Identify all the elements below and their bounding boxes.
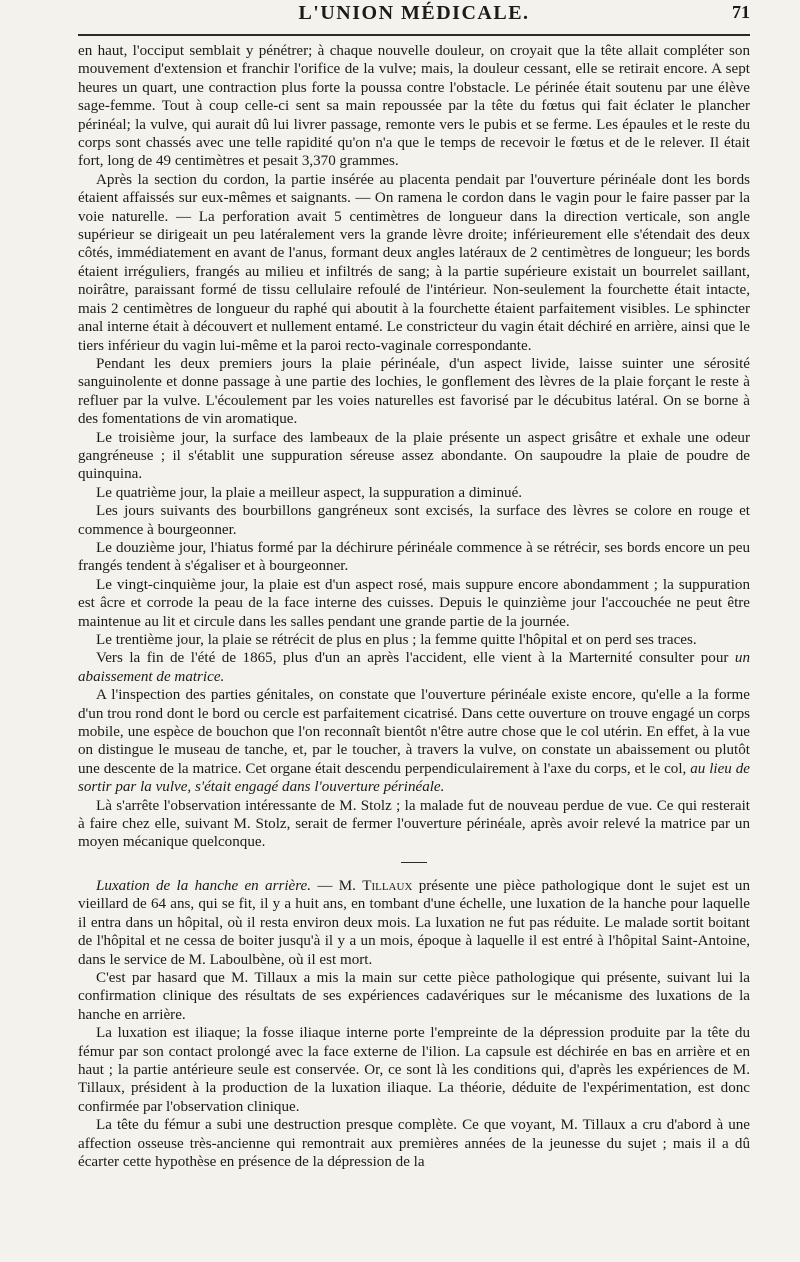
paragraph: Le douzième jour, l'hiatus formé par la déchirure périnéale commence à se rétrécir, ses bords encore un peu frangés tendent à s'égaliser et à bourgeonner. (78, 539, 750, 575)
paragraph: Le trentième jour, la plaie se rétrécit de plus en plus ; la femme quitte l'hôpital et on perd ses traces. (96, 632, 697, 648)
section-title: Luxation de la hanche en arrière. (96, 877, 312, 894)
paragraph: La luxation est iliaque; la fosse iliaque interne porte l'empreinte de la dépression produite par la tête du fémur par son contact prolongé avec la face externe de l'ilion. La capsule est déchirée en bas en arrière et en haut ; la partie antérieure seule est conservée. Or, ce sont là les conditions qui, d'après les expériences de M. Tillaux, président à la production de la luxation iliaque. La théorie, déduite de l'expérimentation, est donc confirmée par l'observation clinique. (78, 1025, 750, 1115)
paragraph: Les jours suivants des bourbillons gangréneux sont excisés, la surface des lèvres se colore en rouge et commence à bourgeonner. (78, 503, 750, 538)
paragraph: Pendant les deux premiers jours la plaie périnéale, d'un aspect livide, laisse suinter une sérosité sanguinolente et donne passage à une partie des lochies, le gonflement des lèvres de la plaie forçant le reste à refluer par la vulve. L'écoulement par les voies naturelles est favorisé par le décubitus latéral. On se borne à des fomentations de vin aromatique. (78, 355, 750, 428)
text-run: Vers la fin de l'été de 1865, plus d'un an après l'accident, elle vient à la Marternité consulter pour (96, 650, 735, 667)
paragraph: Là s'arrête l'observation intéressante de M. Stolz ; la malade fut de nouveau perdue de vue. Ce qui resterait à faire chez elle, suivant M. Stolz, serait de fermer l'ouverture périnéale, après avoir relevé la matrice par un moyen mécanique quelconque. (78, 797, 750, 851)
paragraph: Le quatrième jour, la plaie a meilleur aspect, la suppuration a diminué. (96, 484, 523, 501)
article-body (78, 42, 750, 1171)
paragraph: Le vingt-cinquième jour, la plaie est d'un aspect rosé, mais suppure encore abondamment ; la suppuration est âcre et corrode la peau de la face interne des cuisses. Depuis le quinzième jour l'accouchée ne peut être maintenue au lit et circule dans les salles pendant une grande partie de la journée. (78, 576, 750, 630)
section-divider (401, 862, 427, 863)
paragraph (78, 649, 750, 686)
page-header (78, 0, 750, 30)
paragraph: en haut, l'occiput semblait y pénétrer; à chaque nouvelle douleur, on croyait que la tête allait compléter son mouvement d'extension et franchir l'orifice de la vulve; mais, la douleur cessant, elle se retirait encore. A sept heures un quart, une contraction plus forte la poussa contre l'obstacle. Le périnée était soutenu par une élève sage-femme. Tout à coup celle-ci sent sa main repoussée par la tête du fœtus qui fait éclater le plancher périnéal; la vulve, qui aurait dû lui livrer passage, remonte vers le pubis et se ferme. Les épaules et le reste du corps sont chassés avec une telle rapidité qu'on n'a que le temps de recevoir le fœtus et de le relever. Il était fort, long de 49 centimètres et pesait 3,370 grammes. (78, 43, 750, 170)
text-run: — M. (311, 877, 363, 894)
paragraph (78, 686, 750, 796)
paragraph: C'est par hasard que M. Tillaux a mis la main sur cette pièce pathologique qui présente, suivant lui la confirmation clinique des résultats de ses expériences cadavériques sur le mécanisme des luxations de la hanche en arrière. (78, 969, 750, 1023)
text-run: A l'inspection des parties génitales, on constate que l'ouverture périnéale existe encore, qu'elle a la forme d'un trou rond dont le bord ou cercle est parfaitement cicatrisé. Dans cette ouverture on trouve engagé un corps mobile, une espèce de bouchon que l'on reconnaît bientôt n'être autre chose que le col utérin. En effet, à la vue on distingue le museau de tanche, et, par le toucher, à travers la vulve, on constate un abaissement ou plutôt une descente de la matrice. Cet organe était descendu perpendiculairement à l'axe du corps, et le col, (78, 687, 750, 777)
paragraph: Après la section du cordon, la partie insérée au placenta pendait par l'ouverture périnéale dont les bords étaient affaissés sur eux-mêmes et saignants. — On ramena le cordon dans le vagin pour le faire passer par la voie naturelle. — La perforation avait 5 centimètres de longueur dans la direction verticale, son angle supérieur se dirigeait un peu latéralement vers la grande lèvre droite; inférieurement elle s'étendait des deux côtés, immédiatement en avant de l'anus, formant deux angles latéraux de 2 centimètres de longueur; les bords étaient irréguliers, frangés au milieu et infiltrés de sang; à la partie supérieure existait un bourrelet saillant, noirâtre, paraissant formé de tissu cellulaire refoulé de l'intérieur. Non-seulement la fourchette était intacte, mais 2 centimètres de longueur du raphé qui aboutit à la fourchette étaient parfaitement visibles. Le sphincter anal interne était à découvert et nullement entamé. Le constricteur du vagin était déchiré en arrière, ainsi que le tiers inférieur du vagin lui-même et la paroi recto-vaginale correspondante. (78, 171, 750, 354)
text-run: présente une pièce pathologique dont le sujet est un vieillard de 64 ans, qui se fit, il y a huit ans, en tombant d'une échelle, une luxation de la hanche pour laquelle il entra dans un hôpital, où il resta environ deux mois. La luxation ne fut pas réduite. Le malade sortit boitant de l'hôpital et ne cessa de boiter jusqu'à il y a un mois, époque à laquelle il est entré à l'hôpital Saint-Antoine, dans le service de M. Laboulbène, où il est mort. (78, 877, 750, 968)
italic-phrase: un abaissement de matrice. (78, 650, 750, 685)
running-head: L'UNION MÉDICALE. (298, 2, 530, 24)
page-number: 71 (732, 2, 750, 22)
paragraph: La tête du fémur a subi une destruction presque complète. Ce que voyant, M. Tillaux a cru d'abord à une affection osseuse très-ancienne qui remontrait aux premières années de la jeunesse du sujet ; mais il a dû écarter cette hypothèse en présence de la dépression de la (78, 1117, 750, 1170)
italic-phrase: au lieu de sortir par la vulve, s'était engagé dans l'ouverture périnéale. (78, 760, 750, 796)
author-name: Tillaux (362, 877, 413, 894)
paragraph: Le troisième jour, la surface des lambeaux de la plaie présente un aspect grisâtre et exhale une odeur gangréneuse ; il s'établit une suppuration séreuse assez abondante. On saupoudre la plaie de poudre de quinquina. (78, 429, 750, 483)
header-rule (78, 34, 750, 36)
paragraph (78, 877, 750, 969)
